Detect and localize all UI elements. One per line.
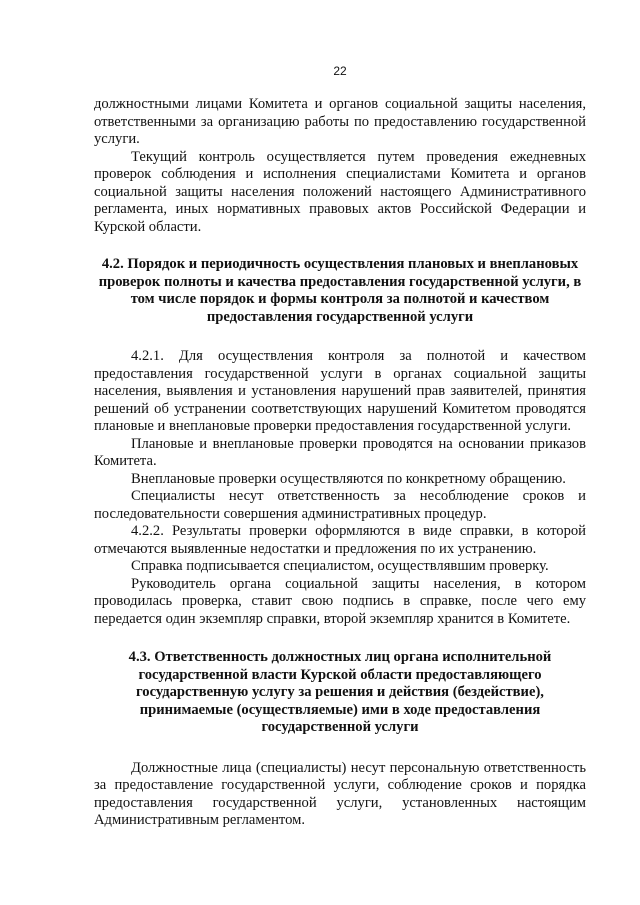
paragraph-head-signature: Руководитель органа социальной защиты населения, в котором проводилась проверка, ставит свою подпись в справке, после чего ему передается один экземпляр справки, второй экземпляр хранится в Комитете. [94,575,586,627]
paragraph-continuation: должностными лицами Комитета и органов социальной защиты населения, ответственными за организацию работы по предоставлению государственной услуги. [94,96,586,147]
paragraph-specialists-responsibility: Специалисты несут ответственность за несоблюдение сроков и последовательности совершения административных процедур. [94,488,586,522]
paragraph-certificate-signed: Справка подписывается специалистом, осуществлявшим проверку. [131,558,549,574]
paragraph-current-control: Текущий контроль осуществляется путем проведения ежедневных проверок соблюдения и исполнения специалистами Комитета и органов социальной защиты населения положений настоящего Административного регламента, иных нормативных правовых актов Российской Федерации и Курской области. [94,148,586,235]
paragraph-officials-responsibility: Должностные лица (специалисты) несут персональную ответственность за предоставление государственной услуги, соблюдение сроков и порядка предоставления государственной услуги, установленных настоящим Административным регламентом. [94,759,586,828]
paragraph-planned-checks: Плановые и внеплановые проверки проводятся на основании приказов Комитета. [94,435,586,469]
paragraph-4-2-2: 4.2.2. Результаты проверки оформляются в виде справки, в которой отмечаются выявленные недостатки и предложения по их устранению. [94,523,586,557]
section-heading-4-3: 4.3. Ответственность должностных лиц органа исполнительной государственной власти Курской области предоставляющего государственную услугу за решения и действия (бездействие), принимаемые (осуществляемые) ими в ходе предоставления государственной услуги [128,649,552,735]
paragraph-unplanned-checks: Внеплановые проверки осуществляются по конкретному обращению. [131,470,566,487]
page-number: 22 [333,64,347,78]
paragraph-4-2-1: 4.2.1. Для осуществления контроля за полнотой и качеством предоставления государственной услуги в органах социальной защиты населения, выявления и установления нарушений прав заявителей, принятия решений об устранении соответствующих нарушений Комитетом проводятся плановые и внеплановые проверки предоставления государственной услуги. [94,348,586,434]
section-heading-4-2: 4.2. Порядок и периодичность осуществления плановых и внеплановых проверок полноты и качества предоставления государственной услуги, в том числе порядок и формы контроля за полнотой и качеством предоставления государственной услуги [98,256,582,325]
